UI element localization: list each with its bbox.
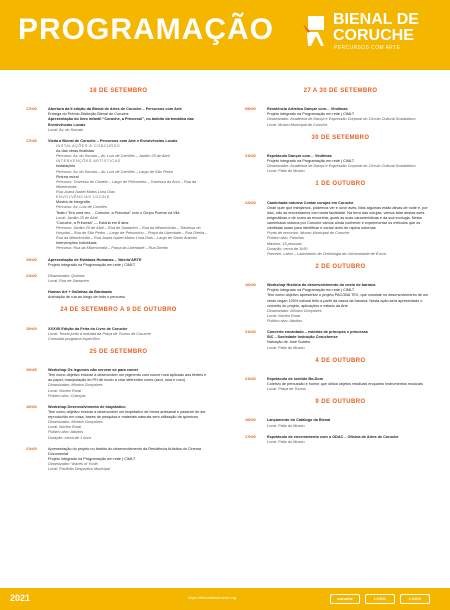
logo-sub: PERCURSOS COM ARTE: [334, 45, 401, 51]
event-body: [48, 327, 211, 342]
event-line: Projeto integrado na Programação em rede | CIMLT: [267, 112, 355, 117]
event-body: [267, 418, 436, 428]
event-caption: INSTALAÇÕES & CONCURSO: [56, 143, 121, 148]
event-time: 10h00: [26, 326, 37, 331]
event-body: [267, 330, 436, 351]
event-line: Projeto integrado na Programação em rede | CIMLT: [48, 262, 136, 267]
event-note: Percurso: Av. Luís de Camões: [56, 205, 107, 210]
event-note: Duração: cerca de 1h30: [267, 246, 308, 251]
page-title: PROGRAMAÇÃO: [18, 13, 274, 46]
event-title: Workshop Os legumes não servem só para comer: [48, 368, 139, 373]
event-line: Animação de rua ao longo de todo o percurso: [48, 295, 126, 300]
event-note: Dinamizador: Mónica Gonçalves: [48, 383, 103, 388]
event-note: Dinamizador: Mónica Gonçalves: [48, 420, 103, 425]
date-heading-right-3: 1 DE OUTUBRO: [315, 181, 366, 188]
event-note: Local: Rua de Santarém: [48, 278, 89, 283]
event-note: Ponto de encontro: Museu Municipal de Coruche: [267, 231, 350, 236]
event-note: Percurso: Travessa do Castelo – Largo de Pelourinho – Travessa do Arco – Rua da Misericórdia: [56, 179, 197, 189]
right-column: [225, 78, 450, 577]
event-title: Espetáculo de sentido Bo-Dom: [267, 376, 324, 381]
event-right-2: [245, 154, 436, 175]
event-line: Entrega do Prémio Distinção Bienal de Coruche: [48, 112, 129, 117]
date-heading-right-4: 2 DE OUTUBRO: [315, 263, 366, 270]
event-time: 17h30: [26, 138, 37, 143]
event-time: 16h00: [26, 404, 37, 409]
event-body: [267, 377, 436, 392]
logo-line2: CORUCHE: [333, 27, 414, 44]
event-title: Human Art + Galinhas da Bardoada: [48, 290, 112, 295]
event-line: Pintura mural: [56, 174, 79, 179]
event-line: Narração de José Soares: [267, 340, 311, 345]
event-note: Percurso: Jardim 25 de Abril – Rua de Santarém – Rua da Misericórdia – Travessa do Hospital – Rua de São Pedro – Largo de Pelourinho – Praça da Liberdade – Rua Direita – Rua da Misericórdia – Rua Joana Isabel Matos Lima Dias – Largo de Santo António: [56, 225, 208, 241]
event-time: 16h00: [245, 418, 256, 423]
event-left-8: [26, 405, 211, 441]
event-time: 22h00: [245, 200, 256, 205]
event-title: Espetáculo Dançar com… Vindimas: [267, 153, 332, 158]
event-time: 21h00: [26, 273, 37, 278]
left-column: [0, 78, 225, 577]
event-right-3: [245, 201, 436, 257]
event-title: Caminhada noturna Contar corujas em Coruche: [267, 200, 354, 205]
event-note: Dinamizador: Academia de Dança e Expressão Corporal do Círculo Cultural Scalabitano: [267, 164, 416, 169]
event-note: Local: Pátio do Museu: [267, 345, 305, 350]
event-time: 17h00: [26, 107, 37, 112]
event-body: [48, 290, 211, 300]
event-caption: ENVOLVÊNCIAS LOCAIS: [56, 195, 110, 200]
event-body: [48, 274, 211, 284]
event-line: “Coruche, a Princesa” — Estória em 8 atos: [56, 220, 129, 225]
event-title: XXXVII Edição da Feira do Livro de Coruche: [48, 326, 128, 331]
event-title: Apresentação de Estátuas Humanas – Valeria’ARTE: [48, 257, 142, 262]
date-heading-right-1: 27 A 30 DE SETEMBRO: [303, 88, 378, 94]
event-note: Dinamizador: Waves of Youth: [48, 462, 98, 467]
event-title: Abertura da II edição da Bienal de Artes de Coruche – Percursos com Arte: [48, 107, 182, 112]
event-body: [48, 139, 211, 252]
date-heading-left-3: 25 DE SETEMBRO: [89, 348, 148, 355]
footer-url[interactable]: https://bienaldecoruche.org: [188, 595, 237, 600]
event-line: Teatro “Era uma vez… Coruche, a Princesa” com o Grupo Poema na Vila: [56, 210, 180, 215]
event-note: Dinamizador: Mónica Gonçalves: [267, 308, 322, 313]
event-line: Instalações: [56, 164, 76, 169]
event-right-4: [245, 283, 436, 324]
event-note: Local: Núcleo Rural: [48, 425, 82, 430]
event-time: 21h00: [26, 446, 37, 451]
footer-year: 2021: [10, 593, 31, 603]
event-note: Local: Pavilhão Desportivo Municipal: [48, 467, 111, 472]
event-right-6: [245, 377, 436, 392]
event-line: Intervenções individuais: [56, 241, 97, 246]
event-body: [48, 447, 211, 473]
event-line: As das obras finalistas: [56, 149, 94, 154]
event-left-3: [26, 258, 211, 268]
event-left-5: [26, 290, 211, 300]
event-note: Local: Núcleo Rural: [48, 388, 82, 393]
event-note: Dinamizador: Academia de Dança e Expressão Corporal do Círculo Cultural Scalabitano: [267, 117, 416, 122]
event-note: Duração: cerca de 1 hora: [48, 435, 91, 440]
event-body: [267, 435, 436, 445]
event-line: Tem como objetivo ensinar a desenvolver um pigmento com couve roxa aplicado aos têxteis e ao papel; manipulação do PH de modo a criar diferentes cores (azul, rosa e roxo): [48, 373, 207, 383]
event-note: Máximo: 15 pessoas: [267, 241, 302, 246]
event-body: [48, 107, 211, 133]
event-note: Local: Núcleo Rural: [267, 313, 301, 318]
event-caption: INTERVENÇÕES ARTÍSTICAS: [56, 159, 121, 164]
event-title: Concerto encantado – estórias de princípes e princesas: [267, 330, 368, 335]
event-body: [267, 283, 436, 324]
date-heading-right-6: 9 DE OUTUBRO: [315, 399, 366, 406]
event-line: Projeto integrado na Programação em rede | CIMLT: [267, 288, 355, 293]
event-note: Parceiro: Labor – Laboratório de Ornitologia da Universidade de Évora: [267, 251, 386, 256]
event-note: Consultar programa específico: [48, 336, 100, 341]
event-right-5: [245, 330, 436, 351]
event-time: 10h30: [26, 368, 37, 373]
event-note: Local: Jardim 25 de Abril: [56, 215, 98, 220]
event-time: 10h00: [245, 283, 256, 288]
event-time: 21h00: [245, 376, 256, 381]
event-time: 19h00: [26, 257, 37, 262]
footer-logo-2: LOGO: [365, 594, 395, 604]
event-title: Workshop História do desenvolvimento do cesto de barraca: [267, 283, 376, 288]
event-body: [48, 258, 211, 268]
event-left-1: [26, 107, 211, 133]
event-note: Local: Museu Municipal de Coruche: [267, 122, 328, 127]
event-title: Residência Artística Dançar com… Vindimas: [267, 107, 348, 112]
event-line: Apresentação do projeto no âmbito do desenvolvimento da Residência Artística do Cinema Documental: [48, 446, 202, 456]
event-title: Lançamento do Catálogo da Bienal: [267, 418, 331, 423]
event-body: [48, 368, 211, 399]
event-note: Público alvo: Famílias: [267, 236, 304, 241]
event-time: 21h30: [245, 330, 256, 335]
event-line: Mostra de fotografia: [56, 200, 90, 205]
event-time: 17h00: [245, 434, 256, 439]
event-note: Rua Joana Isabel Matos Lima Dias: [56, 190, 115, 195]
event-note: Local: Pátio do Museu: [267, 169, 305, 174]
event-line: Onde quer que estejamos, podemos ver e ouvir aves. Mas algumas estão ativas de noite e, por isso, não as encontramos com tanta facilidade. Na terra das corujas, vamos falar destas aves enigmáticas e de como as encontrar, quais as suas características e da sua ecologia. Nesta caminhada noturna por Coruche vamos ainda conhecer e experimentar os métodos que os cientistas usam para identificar e contar aves de rapina noturnas: [267, 205, 428, 231]
event-note: Local: Av. do Sorraia: [48, 127, 83, 132]
footer-logo-1: coruche: [330, 594, 360, 604]
event-note: Local: Praça de Touros: [267, 387, 306, 392]
event-line: Tem como objetivo ensinar a desenvolver um bioplástico de forma artesanal e passível de ser reproduzido em casa; bases de pesquisa e materiais naturais sem utilização de químicos: [48, 409, 206, 420]
event-right-7: [245, 418, 436, 428]
event-body: [267, 154, 436, 175]
event-title: Workshop Desenvolvimento de bioplástico: [48, 404, 126, 409]
date-heading-left-2: 24 DE SETEMBRO A 9 DE OUTUBRO: [60, 307, 177, 314]
event-note: Dinamizador: Quintas: [48, 273, 85, 278]
event-line: Projeto integrado na Programação em rede | CIMLT: [267, 159, 355, 163]
event-note: Público alvo: Adultos: [48, 430, 84, 435]
event-time: [26, 290, 42, 300]
event-line: Projeto integrado na Programação em rede | CIMLT: [48, 456, 136, 461]
footer-logo-3: LOGO: [400, 594, 430, 604]
event-note: Percurso: Rua da Misericórdia – Praça da Liberdade – Rua Direita: [56, 246, 168, 251]
event-time: 21h00: [245, 153, 256, 158]
event-line: Tem como objetivo apresentar o projeto PACOBA TEX, que consiste no desenvolvimento de um cesto vegan 100% natural feito à partir da casca da banana. Nesta ação será apresentado o conceito do projeto, aplicações e estado da Arte: [267, 293, 429, 308]
event-line: Apresentação do livro infantil “Coruche, a Princesa!”, no âmbito da temática das Envolvências Locais: [48, 117, 194, 127]
event-left-2: [26, 139, 211, 252]
event-note: Local: Pátio do Museu: [267, 423, 305, 428]
event-body: [267, 107, 436, 128]
event-note: Público alvo: Adultos: [267, 319, 303, 323]
logo-line1: BIENAL DE: [333, 11, 419, 28]
event-left-6: [26, 327, 211, 342]
artist-icon: [300, 12, 330, 48]
event-body: [267, 201, 436, 257]
event-body: [48, 405, 211, 441]
event-title: Visita à Bienal de Coruche – Percursos com Arte e Envolvências Locais: [48, 138, 178, 143]
event-note: Percurso: Av. do Sorraia – Av. Luís de Camões – Jardim 25 de Abril: [56, 154, 170, 159]
event-note: Público alvo: Crianças: [48, 393, 86, 398]
event-line: Coletivo de percussão e humor que utiliza objetos residuais enquanto instrumentos musicais: [267, 381, 423, 386]
event-note: Local: Tenda junto à entrada da Praça de Touros de Coruche: [48, 331, 151, 336]
date-heading-right-5: 4 DE OUTUBRO: [315, 357, 366, 364]
event-left-9: [26, 447, 211, 473]
date-heading-left-1: 18 DE SETEMBRO: [89, 88, 148, 94]
event-title: Espetáculo de encerramento com o ODAC – Oficina de Artes de Coruche: [267, 434, 399, 439]
event-right-8: [245, 435, 436, 445]
event-right-1: [245, 107, 436, 128]
event-left-7: [26, 368, 211, 399]
event-line: SIC – Sociedade Instrução Coruchense: [267, 335, 338, 340]
date-heading-right-2: 30 DE SETEMBRO: [311, 134, 370, 141]
event-left-4: [26, 274, 211, 284]
event-time: 09h00: [245, 107, 256, 112]
event-note: Percurso: Av. do Sorraia – Av. Luís de Camões – Largo de São Pedro: [56, 169, 173, 174]
event-note: Local: Pátio do Museu: [267, 439, 305, 444]
